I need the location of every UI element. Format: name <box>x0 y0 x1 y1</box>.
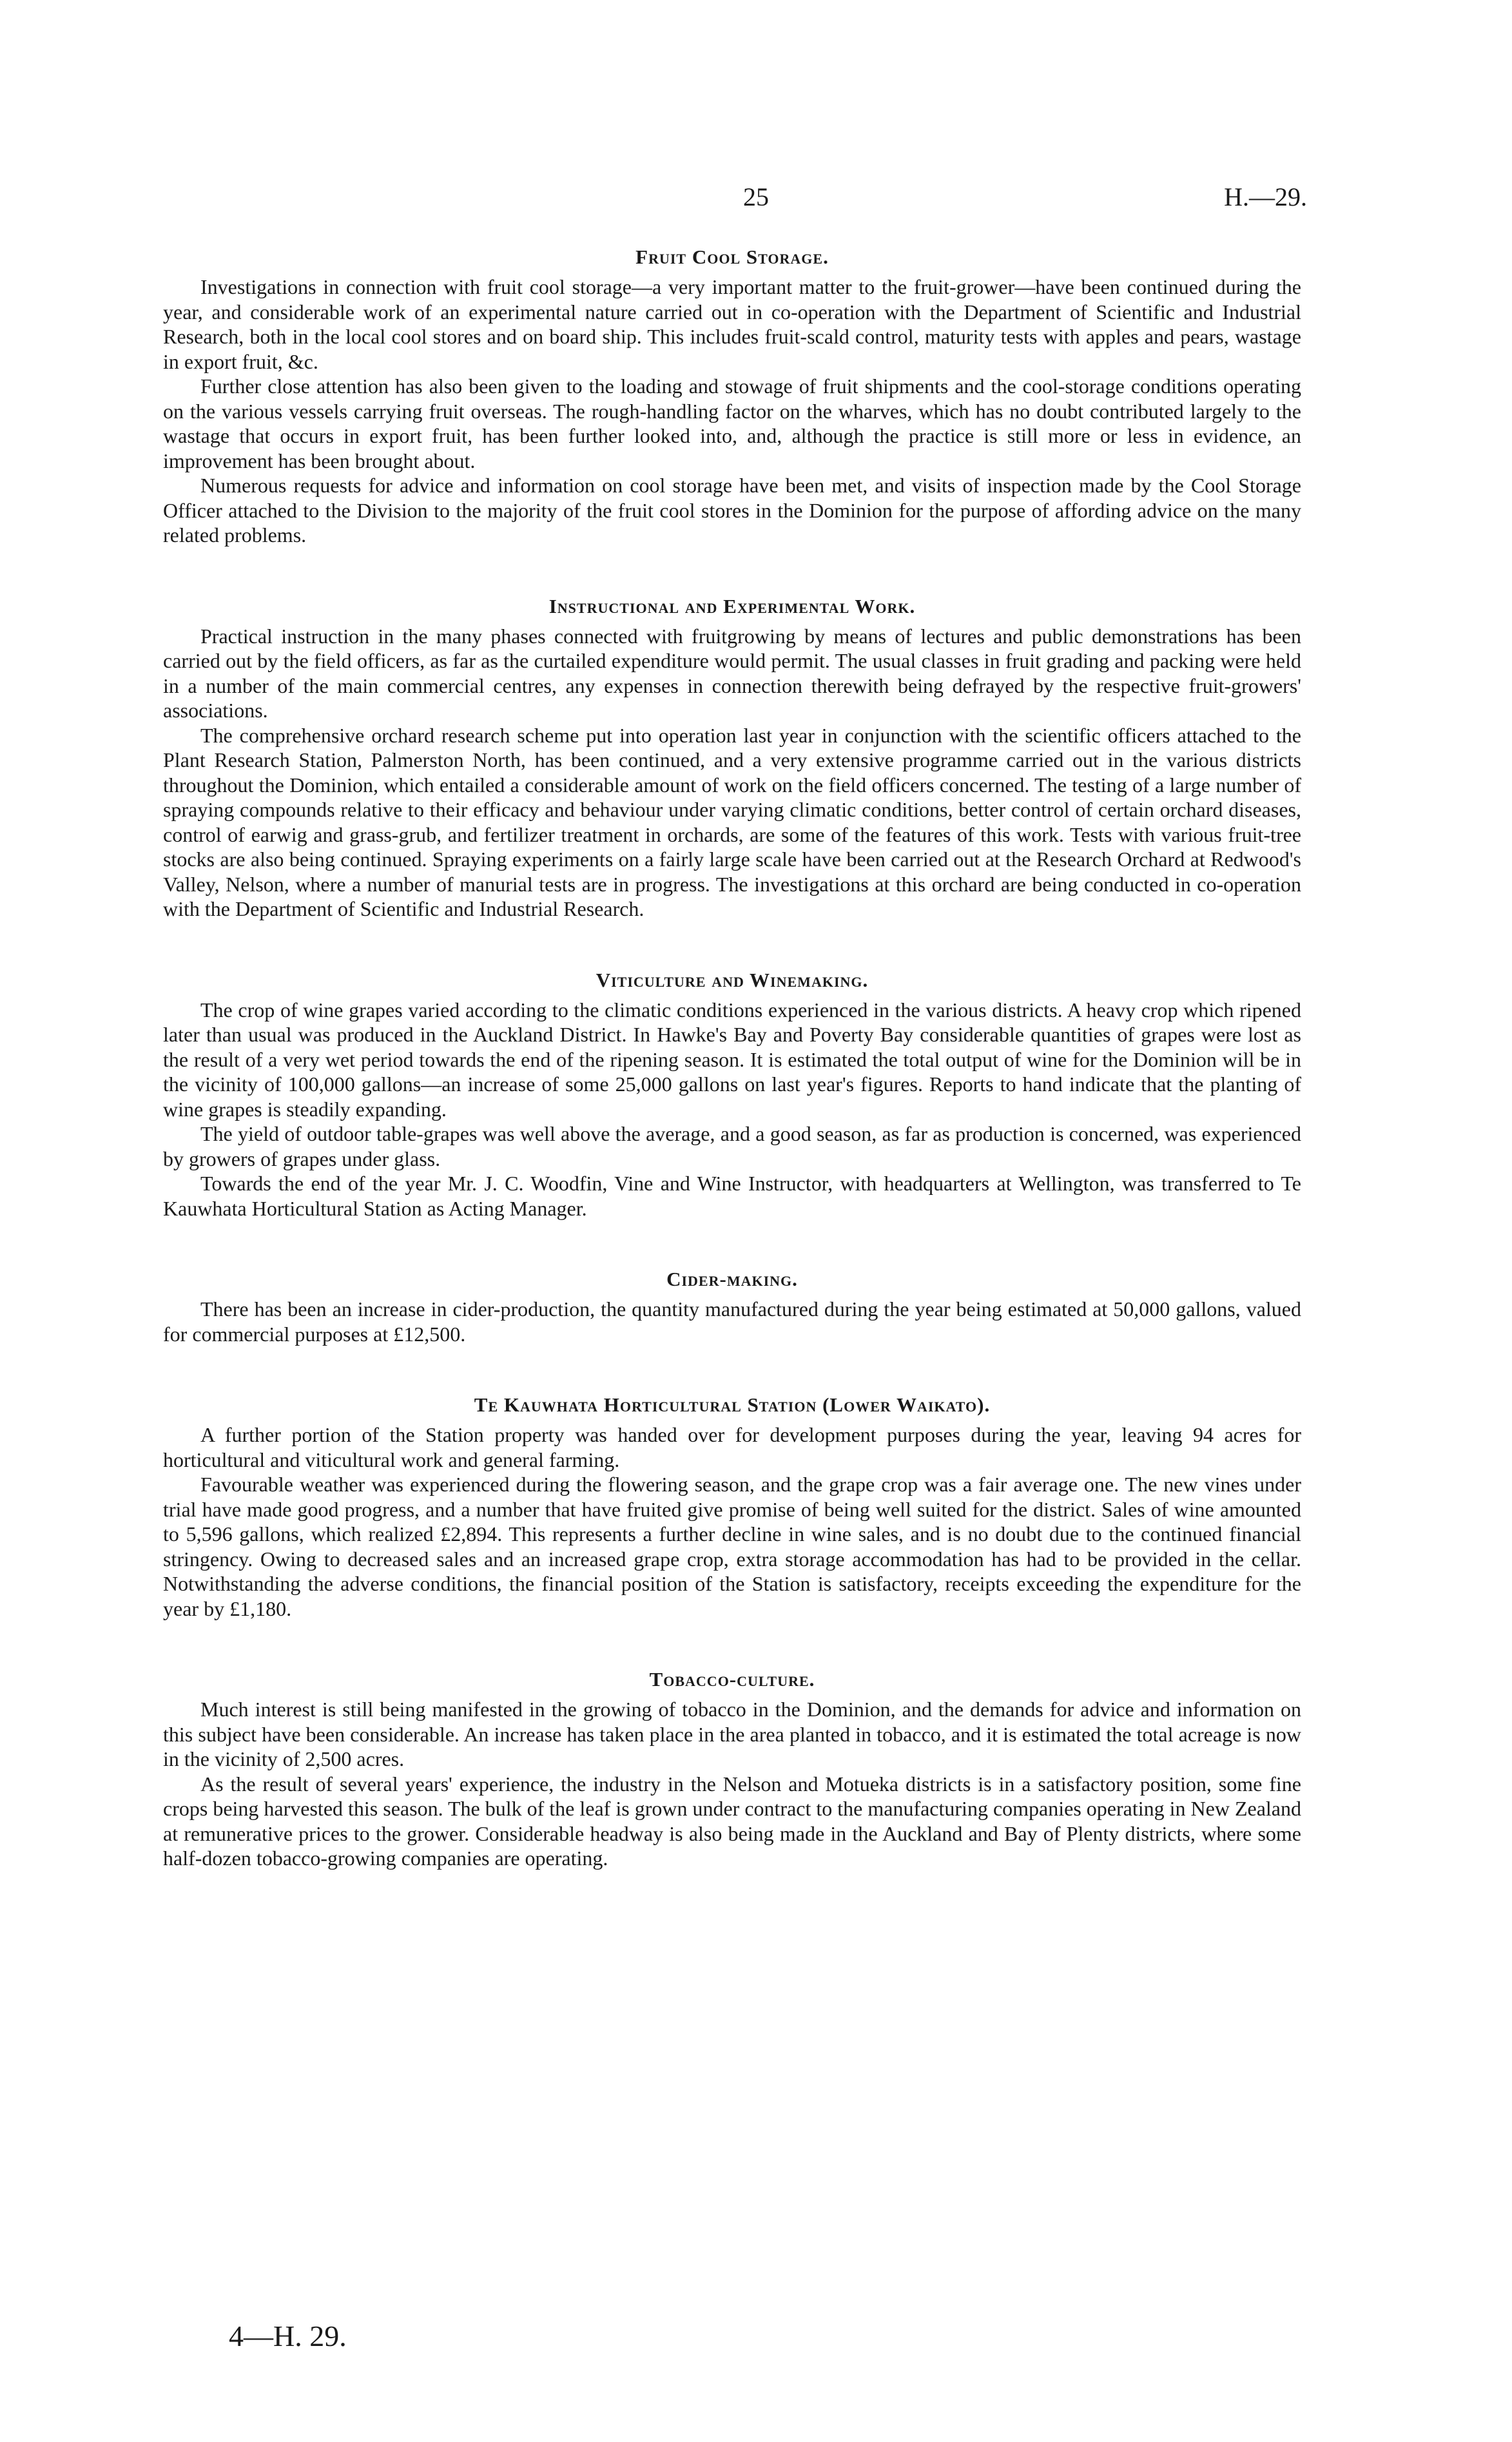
section-heading: Viticulture and Winemaking. <box>596 968 869 991</box>
paragraph: The crop of wine grapes varied according to the climatic conditions experienced in the various districts. A heavy crop which ripened later than usual was produced in the Auckland District. In Hawke's Bay and Poverty Bay considerable quantities of grapes were lost as the result of a very wet period towards the end of the ripening season. It is estimated the total output of wine for the Dominion will be in the vicinity of 100,000 gallons—an increase of some 25,000 gallons on last year's figures. Reports to hand indicate that the planting of wine grapes is steadily expanding. <box>163 998 1301 1121</box>
document-body <box>163 245 1301 1871</box>
section-heading: Instructional and Experimental Work. <box>548 594 916 617</box>
paragraph: Further close attention has also been given to the loading and stowage of fruit shipments and the cool-storage conditions operating on the various vessels carrying fruit overseas. The rough-handling factor on the wharves, which has no doubt contributed largely to the wastage that occurs in export fruit, has been further looked into, and, although the practice is still more or less in evidence, an improvement has been brought about. <box>163 374 1301 472</box>
section-heading: Cider-making. <box>666 1268 798 1290</box>
paragraph: Favourable weather was experienced during the flowering season, and the grape crop was a fair average one. The new vines under trial have made good progress, and a number that have fruited give promise of being well suited for the district. Sales of wine amounted to 5,596 gallons, which realized £2,894. This represents a further decline in wine sales, and is no doubt due to the continued financial stringency. Owing to decreased sales and an increased grape crop, extra storage accommodation has had to be provided in the cellar. Notwithstanding the adverse conditions, the financial position of the Station is satisfactory, receipts exceeding the expenditure for the year by £1,180. <box>163 1473 1301 1620</box>
section-fruit-cool-storage <box>163 245 1301 548</box>
paragraph: Numerous requests for advice and information on cool storage have been met, and visits of inspection made by the Cool Storage Officer attached to the Division to the majority of the fruit cool stores in the Dominion for the purpose of affording advice on the many related problems. <box>163 474 1301 547</box>
paragraph: The comprehensive orchard research scheme put into operation last year in conjunction with the scientific officers attached to the Plant Research Station, Palmerston North, has been continued, and a very extensive programme carried out in the various districts throughout the Dominion, which entailed a considerable amount of work on the field officers concerned. The testing of a large number of spraying compounds relative to their efficacy and behaviour under varying climatic conditions, better control of certain orchard diseases, control of earwig and grass-grub, and fertilizer treatment in orchards, are some of the features of this work. Tests with various fruit-tree stocks are also being continued. Spraying experiments on a fairly large scale have been carried out at the Research Orchard at Redwood's Valley, Nelson, where a number of manurial tests are in progress. The investigations at this orchard are being conducted in co-operation with the Department of Scientific and Industrial Research. <box>163 723 1301 920</box>
section-heading: Fruit Cool Storage. <box>635 246 829 268</box>
signature-mark: 4—H. 29. <box>229 2320 347 2352</box>
section-viticulture <box>163 968 1301 1221</box>
section-heading: Te Kauwhata Horticultural Station (Lower Waikato). <box>474 1393 991 1416</box>
paragraph: Investigations in connection with fruit cool storage—a very important matter to the fruit-grower—have been continued during the year, and considerable work of an experimental nature carried out in co-operation with the Department of Scientific and Industrial Research, both in the local cool stores and on board ship. This includes fruit-scald control, maturity tests with apples and pears, wastage in export fruit, &c. <box>163 275 1301 373</box>
paragraph: A further portion of the Station property was handed over for development purposes during the year, leaving 94 acres for horticultural and viticultural work and general farming. <box>163 1423 1301 1471</box>
paragraph: The yield of outdoor table-grapes was well above the average, and a good season, as far as production is concerned, was experienced by growers of grapes under glass. <box>163 1122 1301 1170</box>
section-te-kauwhata-station <box>163 1393 1301 1621</box>
section-cider-making <box>163 1267 1301 1346</box>
paragraph: Towards the end of the year Mr. J. C. Woodfin, Vine and Wine Instructor, with headquarters at Wellington, was transferred to Te Kauwhata Horticultural Station as Acting Manager. <box>163 1172 1301 1220</box>
paragraph: There has been an increase in cider-production, the quantity manufactured during the year being estimated at 50,000 gallons, valued for commercial purposes at £12,500. <box>163 1297 1301 1346</box>
paragraph: As the result of several years' experience, the industry in the Nelson and Motueka districts is in a satisfactory position, some fine crops being harvested this season. The bulk of the leaf is grown under contract to the manufacturing companies operating in New Zealand at remunerative prices to the grower. Considerable headway is also being made in the Auckland and Bay of Plenty districts, where some half-dozen tobacco-growing companies are operating. <box>163 1772 1301 1870</box>
section-instructional-work <box>163 594 1301 922</box>
section-tobacco-culture <box>163 1667 1301 1871</box>
paragraph: Practical instruction in the many phases connected with fruitgrowing by means of lectures and public demonstrations has been carried out by the field officers, as far as the curtailed expenditure would permit. The usual classes in fruit grading and packing were held in a number of the main commercial centres, any expenses in connection therewith being defrayed by the respective fruit-growers' associations. <box>163 624 1301 722</box>
page-number: 25 <box>743 182 769 211</box>
paragraph: Much interest is still being manifested in the growing of tobacco in the Dominion, and the demands for advice and information on this subject have been considerable. An increase has taken place in the area planted in tobacco, and it is estimated the total acreage is now in the vicinity of 2,500 acres. <box>163 1698 1301 1770</box>
document-reference: H.—29. <box>1224 182 1307 211</box>
section-heading: Tobacco-culture. <box>649 1668 815 1691</box>
